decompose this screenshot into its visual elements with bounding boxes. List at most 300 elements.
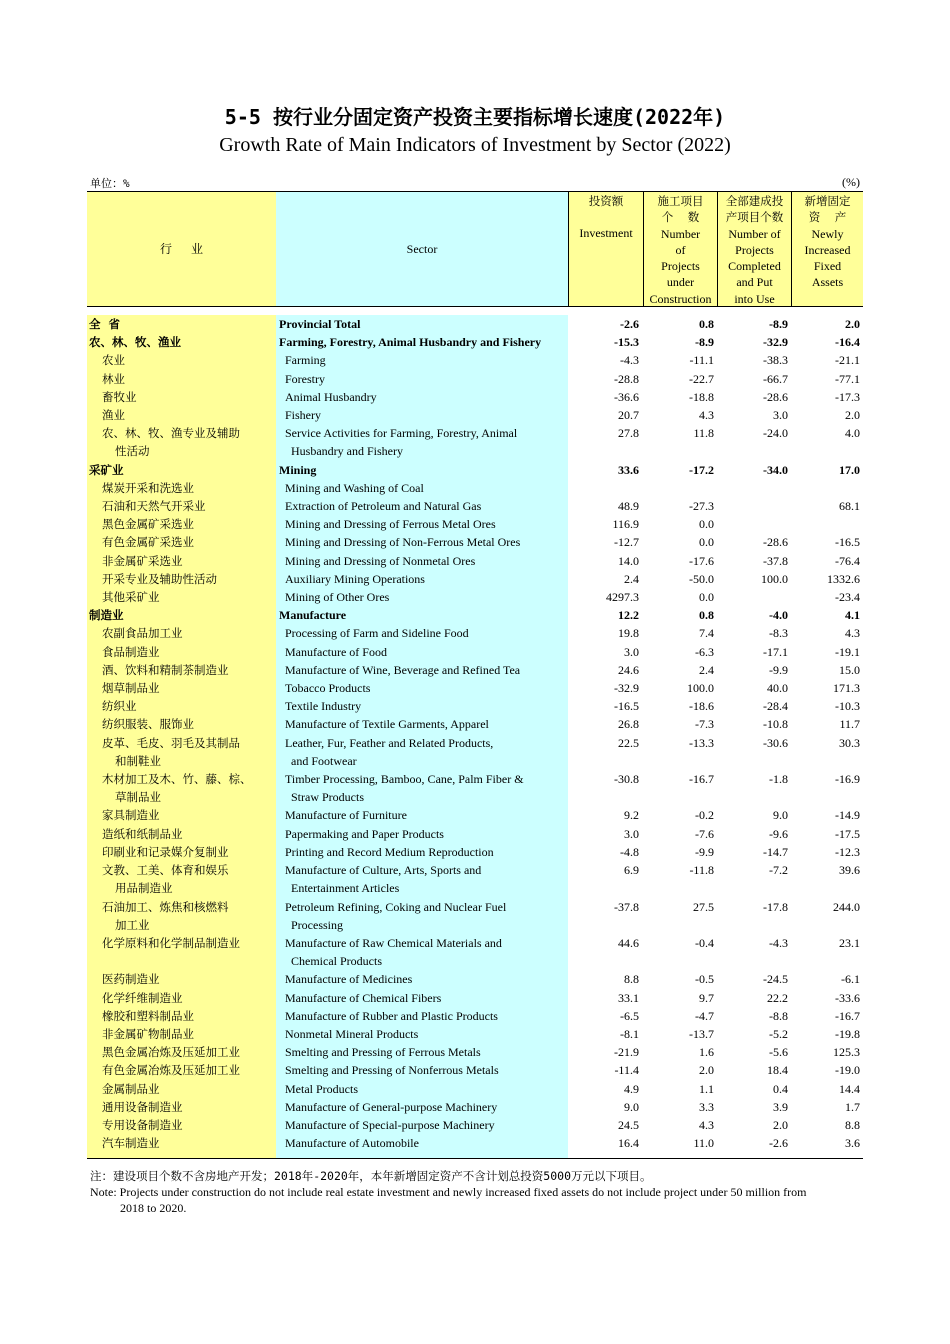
row-new-fixed-assets: 2.0 — [845, 408, 860, 423]
header-c2-en-3: Projects — [661, 259, 700, 274]
table-row — [87, 424, 863, 460]
row-investment: 33.1 — [618, 990, 639, 1005]
row-investment: -32.9 — [614, 681, 639, 696]
row-sector-cn — [87, 333, 276, 351]
row-sector-en — [276, 1134, 568, 1152]
row-sector-cn — [87, 1098, 276, 1116]
row-sector-en-text: Provincial Total — [279, 317, 361, 331]
row-sector-cn-text-cont: 性活动 — [115, 444, 150, 459]
row-sector-en — [276, 825, 568, 843]
row-sector-cn — [87, 515, 276, 533]
row-under-construction: 11.0 — [693, 1136, 714, 1151]
row-sector-cn — [87, 898, 276, 934]
row-sector-cn — [87, 806, 276, 824]
row-sector-en-text: Mining and Dressing of Non-Ferrous Metal Ores — [285, 535, 521, 550]
row-sector-cn-text: 汽车制造业 — [102, 1136, 160, 1151]
row-sector-en-text: Nonmetal Mineral Products — [285, 1026, 419, 1041]
table-row — [87, 1007, 863, 1025]
row-investment: 44.6 — [618, 935, 639, 950]
row-completed: -4.3 — [769, 935, 788, 950]
row-sector-cn-text: 橡胶和塑料制品业 — [102, 1008, 194, 1023]
row-sector-cn-text: 烟草制品业 — [102, 681, 160, 696]
row-sector-en-text: Manufacture of Special-purpose Machinery — [285, 1117, 495, 1132]
row-sector-en-text: Petroleum Refining, Coking and Nuclear Fuel — [285, 899, 507, 914]
row-under-construction: -9.9 — [695, 844, 714, 859]
row-new-fixed-assets: -16.4 — [835, 335, 860, 350]
row-under-construction: 100.0 — [687, 681, 714, 696]
row-new-fixed-assets: -14.9 — [835, 808, 860, 823]
row-sector-cn-text: 非金属矿物制品业 — [102, 1026, 194, 1041]
pad-en — [276, 1152, 568, 1158]
row-sector-cn-text: 金属制品业 — [102, 1081, 160, 1096]
row-under-construction: 1.1 — [699, 1081, 714, 1096]
row-new-fixed-assets: 3.6 — [845, 1136, 860, 1151]
row-sector-cn-text: 造纸和纸制品业 — [102, 826, 183, 841]
table-row — [87, 406, 863, 424]
row-investment: -28.8 — [614, 371, 639, 386]
row-sector-cn — [87, 588, 276, 606]
row-new-fixed-assets — [791, 479, 863, 497]
row-sector-cn — [87, 315, 276, 333]
table-row — [87, 370, 863, 388]
row-sector-cn-text: 印刷业和记录媒介复制业 — [102, 844, 229, 859]
table-row — [87, 989, 863, 1007]
row-sector-en — [276, 624, 568, 642]
row-completed: -4.0 — [769, 608, 788, 623]
row-sector-en — [276, 770, 568, 806]
table-row — [87, 806, 863, 824]
row-completed: -9.9 — [769, 662, 788, 677]
row-completed: -9.6 — [769, 826, 788, 841]
row-sector-cn — [87, 624, 276, 642]
row-new-fixed-assets: -17.5 — [835, 826, 860, 841]
row-sector-cn — [87, 1007, 276, 1025]
row-completed: -17.8 — [763, 899, 788, 914]
row-sector-cn — [87, 1116, 276, 1134]
row-completed: 3.0 — [773, 408, 788, 423]
row-sector-en-text: Forestry — [285, 371, 325, 386]
row-sector-cn — [87, 770, 276, 806]
row-sector-en — [276, 351, 568, 369]
row-completed: -37.8 — [763, 553, 788, 568]
row-sector-en-text: Smelting and Pressing of Ferrous Metals — [285, 1045, 481, 1060]
row-investment: -4.3 — [620, 353, 639, 368]
row-sector-en — [276, 697, 568, 715]
row-completed: -8.9 — [769, 317, 788, 331]
row-investment: 9.0 — [624, 1099, 639, 1114]
row-sector-en — [276, 715, 568, 733]
header-c4-cn-1: 新增固定 — [804, 194, 851, 208]
row-investment: -21.9 — [614, 1045, 639, 1060]
table-header — [87, 192, 863, 307]
row-sector-en-text: Mining and Dressing of Nonmetal Ores — [285, 553, 476, 568]
row-new-fixed-assets: 244.0 — [833, 899, 860, 914]
row-completed: -8.3 — [769, 626, 788, 641]
row-new-fixed-assets: -19.0 — [835, 1063, 860, 1078]
row-sector-en — [276, 515, 568, 533]
header-c3-en-1: Number of — [728, 226, 781, 241]
header-c3-en-3: Completed — [728, 259, 781, 274]
row-sector-en — [276, 1080, 568, 1098]
row-investment: 19.8 — [618, 626, 639, 641]
row-completed: -38.3 — [763, 353, 788, 368]
header-c3-en-2: Projects — [735, 242, 774, 257]
row-under-construction: 7.4 — [699, 626, 714, 641]
header-c3-en-4: and Put — [736, 275, 773, 290]
table-row — [87, 679, 863, 697]
row-sector-en — [276, 479, 568, 497]
row-sector-en-text: Mining and Dressing of Ferrous Metal Ores — [285, 517, 496, 532]
row-investment: 2.4 — [624, 571, 639, 586]
row-sector-en — [276, 679, 568, 697]
table-row — [87, 643, 863, 661]
row-sector-en-text: Manufacture of Rubber and Plastic Products — [285, 1008, 498, 1023]
header-c4-en-2: Increased — [804, 242, 851, 257]
row-sector-en-text-cont: Entertainment Articles — [291, 881, 400, 896]
row-new-fixed-assets: 30.3 — [839, 735, 860, 750]
row-investment: 3.0 — [624, 826, 639, 841]
row-new-fixed-assets: -16.9 — [835, 772, 860, 787]
row-sector-en-text: Timber Processing, Bamboo, Cane, Palm Fiber & — [285, 772, 524, 787]
row-under-construction: 0.8 — [699, 608, 714, 623]
row-completed: -10.8 — [763, 717, 788, 732]
row-sector-en — [276, 1116, 568, 1134]
row-new-fixed-assets: -23.4 — [835, 590, 860, 605]
row-sector-cn — [87, 970, 276, 988]
row-investment: 22.5 — [618, 735, 639, 750]
row-sector-en-text: Auxiliary Mining Operations — [285, 571, 425, 586]
row-sector-en-text-cont: Straw Products — [291, 790, 364, 805]
row-investment: -12.7 — [614, 535, 639, 550]
row-sector-en — [276, 406, 568, 424]
table-row — [87, 351, 863, 369]
table-row — [87, 1116, 863, 1134]
row-sector-cn-text: 畜牧业 — [102, 389, 137, 404]
row-sector-cn-text: 渔业 — [102, 408, 125, 423]
row-investment: 16.4 — [618, 1136, 639, 1151]
row-sector-en — [276, 424, 568, 460]
row-sector-en — [276, 333, 568, 351]
row-new-fixed-assets: -16.7 — [835, 1008, 860, 1023]
row-investment: 14.0 — [618, 553, 639, 568]
row-completed: 3.9 — [773, 1099, 788, 1114]
row-sector-en — [276, 588, 568, 606]
unit-percent: (%) — [842, 175, 860, 189]
row-sector-en — [276, 934, 568, 970]
row-sector-cn-text: 全 省 — [89, 317, 121, 331]
note-en — [90, 1184, 865, 1216]
header-c2-en-1: Number — [660, 226, 701, 241]
page-title-en: Growth Rate of Main Indicators of Investment by Sector (2022) — [219, 134, 731, 156]
table-row — [87, 861, 863, 897]
row-under-construction: -27.3 — [689, 499, 714, 514]
row-investment: 12.2 — [618, 608, 639, 623]
row-completed: 100.0 — [761, 571, 788, 586]
row-sector-en — [276, 643, 568, 661]
row-new-fixed-assets: 1.7 — [845, 1099, 860, 1114]
row-sector-cn — [87, 351, 276, 369]
row-completed: 18.4 — [767, 1063, 788, 1078]
row-investment: 33.6 — [618, 462, 639, 477]
row-sector-cn-text: 通用设备制造业 — [102, 1099, 183, 1114]
row-sector-cn — [87, 497, 276, 515]
row-sector-cn — [87, 734, 276, 770]
header-under-construction — [643, 192, 717, 306]
row-under-construction: -0.4 — [695, 935, 714, 950]
row-investment: 20.7 — [618, 408, 639, 423]
table-row — [87, 1043, 863, 1061]
row-sector-en-text: Smelting and Pressing of Nonferrous Metals — [285, 1063, 499, 1078]
row-sector-en-text-cont: and Footwear — [291, 753, 357, 768]
header-c4-en-4: Assets — [811, 275, 844, 290]
table-row — [87, 479, 863, 497]
row-sector-cn-text: 非金属矿采选业 — [102, 553, 183, 568]
row-sector-en-text: Manufacture of Medicines — [285, 972, 413, 987]
row-sector-cn — [87, 1134, 276, 1152]
row-new-fixed-assets: 39.6 — [839, 863, 860, 878]
row-completed: 40.0 — [767, 681, 788, 696]
row-under-construction: 0.0 — [699, 535, 714, 550]
table-row — [87, 388, 863, 406]
row-sector-cn — [87, 1043, 276, 1061]
row-sector-en-text: Papermaking and Paper Products — [285, 826, 444, 841]
header-c3-cn-1: 全部建成投 — [725, 194, 784, 208]
row-new-fixed-assets: -6.1 — [841, 972, 860, 987]
row-sector-en-text: Mining — [279, 462, 317, 477]
row-sector-en-text: Manufacture of Wine, Beverage and Refined Tea — [285, 662, 521, 677]
row-under-construction: -13.3 — [689, 735, 714, 750]
row-completed: -28.6 — [763, 535, 788, 550]
row-new-fixed-assets: -19.8 — [835, 1026, 860, 1041]
row-sector-cn-text: 农副食品加工业 — [102, 626, 183, 641]
row-sector-cn — [87, 370, 276, 388]
table-row — [87, 715, 863, 733]
row-sector-en — [276, 315, 568, 333]
row-investment: -2.6 — [620, 317, 639, 331]
row-new-fixed-assets: 125.3 — [833, 1045, 860, 1060]
row-sector-cn — [87, 1025, 276, 1043]
row-under-construction: -8.9 — [695, 335, 714, 350]
row-sector-cn-text: 开采专业及辅助性活动 — [102, 571, 217, 586]
row-investment: -6.5 — [620, 1008, 639, 1023]
row-sector-cn-text: 制造业 — [89, 608, 124, 623]
row-sector-cn-text: 林业 — [102, 371, 125, 386]
row-investment: -8.1 — [620, 1026, 639, 1041]
row-sector-cn-text: 采矿业 — [89, 462, 124, 477]
header-c4-en-3: Fixed — [813, 259, 842, 274]
row-sector-en — [276, 552, 568, 570]
row-sector-cn — [87, 1061, 276, 1079]
row-new-fixed-assets: 4.3 — [845, 626, 860, 641]
row-sector-cn-text: 食品制造业 — [102, 644, 160, 659]
row-completed — [717, 479, 791, 497]
row-sector-en — [276, 989, 568, 1007]
row-new-fixed-assets: -77.1 — [835, 371, 860, 386]
row-investment: 6.9 — [624, 863, 639, 878]
row-investment: 48.9 — [618, 499, 639, 514]
row-under-construction: -6.3 — [695, 644, 714, 659]
table-row — [87, 307, 863, 333]
row-new-fixed-assets: 23.1 — [839, 935, 860, 950]
header-c2-cn-1: 施工项目 — [657, 194, 704, 208]
row-sector-en — [276, 970, 568, 988]
row-investment: 8.8 — [624, 972, 639, 987]
row-sector-en — [276, 1061, 568, 1079]
header-c3-cn-2: 产项目个数 — [725, 210, 784, 225]
table-row — [87, 1134, 863, 1152]
row-sector-cn-text: 文教、工美、体育和娱乐 — [102, 863, 229, 878]
table-row — [87, 1025, 863, 1043]
row-sector-en — [276, 388, 568, 406]
row-under-construction: -16.7 — [689, 772, 714, 787]
row-completed — [717, 515, 791, 533]
row-sector-cn-text: 有色金属矿采选业 — [102, 535, 194, 550]
row-sector-en-text: Processing of Farm and Sideline Food — [285, 626, 469, 641]
data-table — [87, 191, 863, 1159]
row-investment: -15.3 — [614, 335, 639, 350]
row-new-fixed-assets: 68.1 — [839, 499, 860, 514]
row-completed — [717, 588, 791, 606]
row-new-fixed-assets: 4.0 — [845, 426, 860, 441]
note-en-line-2: 2018 to 2020. — [120, 1201, 187, 1215]
row-sector-cn — [87, 679, 276, 697]
row-sector-en — [276, 370, 568, 388]
header-investment — [568, 192, 643, 306]
row-new-fixed-assets: -19.1 — [835, 644, 860, 659]
header-c2-cn-2: 个 数 — [661, 210, 700, 225]
row-under-construction: -18.6 — [689, 699, 714, 714]
row-completed: 0.4 — [773, 1081, 788, 1096]
header-new-fixed-assets — [791, 192, 863, 306]
row-sector-en — [276, 461, 568, 479]
row-new-fixed-assets: 1332.6 — [827, 571, 860, 586]
row-sector-cn-text: 农、林、牧、渔专业及辅助 — [102, 426, 240, 441]
header-c4-cn-2: 资 产 — [808, 210, 847, 225]
header-sector-cn: 行 业 — [87, 192, 276, 306]
page-title-cn: 5-5 按行业分固定资产投资主要指标增长速度(2022年) — [224, 105, 726, 129]
table-bottom-pad — [87, 1152, 863, 1158]
row-investment: -11.4 — [614, 1063, 639, 1078]
row-sector-en-text: Mining of Other Ores — [285, 590, 390, 605]
row-under-construction: 27.5 — [693, 899, 714, 914]
row-investment: -16.5 — [614, 699, 639, 714]
header-sector-en: Sector — [276, 192, 568, 306]
row-investment — [568, 479, 643, 497]
row-sector-en-text: Metal Products — [285, 1081, 358, 1096]
row-sector-en-text: Fishery — [285, 408, 321, 423]
table-row — [87, 843, 863, 861]
row-sector-cn-text: 农、林、牧、渔业 — [89, 335, 181, 350]
row-sector-cn — [87, 861, 276, 897]
row-sector-cn-text: 有色金属冶炼及压延加工业 — [102, 1063, 240, 1078]
table-row — [87, 697, 863, 715]
row-sector-cn-text: 纺织业 — [102, 699, 137, 714]
row-new-fixed-assets: 14.4 — [839, 1081, 860, 1096]
row-completed: -24.5 — [763, 972, 788, 987]
row-sector-en — [276, 861, 568, 897]
row-new-fixed-assets: 2.0 — [845, 317, 860, 331]
row-sector-cn — [87, 934, 276, 970]
table-row — [87, 588, 863, 606]
note-cn: 注：建设项目个数不含房地产开发；2018年-2020年，本年新增固定资产不含计划总投资5000万元以下项目。 — [90, 1169, 652, 1183]
row-investment: -30.8 — [614, 772, 639, 787]
row-sector-cn-text: 煤炭开采和洗选业 — [102, 480, 194, 495]
row-investment: 24.5 — [618, 1117, 639, 1132]
header-c2-en-5: Construction — [649, 291, 712, 306]
row-new-fixed-assets: -10.3 — [835, 699, 860, 714]
row-under-construction: 2.4 — [699, 662, 714, 677]
row-under-construction: -0.2 — [695, 808, 714, 823]
row-completed: -14.7 — [763, 844, 788, 859]
table-row — [87, 970, 863, 988]
row-completed: -66.7 — [763, 371, 788, 386]
row-under-construction: -4.7 — [695, 1008, 714, 1023]
row-sector-en — [276, 1098, 568, 1116]
pad-cn — [87, 1152, 276, 1158]
row-completed: -34.0 — [763, 462, 788, 477]
row-under-construction: 9.7 — [699, 990, 714, 1005]
table-row — [87, 1061, 863, 1079]
row-sector-en-text-cont: Processing — [291, 917, 343, 932]
row-sector-en — [276, 1007, 568, 1025]
row-under-construction: 1.6 — [699, 1045, 714, 1060]
table-row — [87, 606, 863, 624]
row-sector-cn-text: 农业 — [102, 353, 125, 368]
row-completed: -24.0 — [763, 426, 788, 441]
row-sector-en-text: Manufacture of Textile Garments, Apparel — [285, 717, 489, 732]
row-investment: 24.6 — [618, 662, 639, 677]
row-completed: -8.8 — [769, 1008, 788, 1023]
row-sector-cn — [87, 570, 276, 588]
row-sector-cn-text: 医药制造业 — [102, 972, 160, 987]
row-new-fixed-assets: -12.3 — [835, 844, 860, 859]
row-new-fixed-assets: 8.8 — [845, 1117, 860, 1132]
row-sector-en — [276, 734, 568, 770]
row-sector-cn — [87, 479, 276, 497]
row-sector-cn-text-cont: 草制品业 — [115, 790, 161, 805]
row-sector-cn — [87, 606, 276, 624]
row-sector-cn-text: 化学纤维制造业 — [102, 990, 183, 1005]
row-completed: 2.0 — [773, 1117, 788, 1132]
row-sector-cn-text: 黑色金属矿采选业 — [102, 517, 194, 532]
row-sector-en-text: Textile Industry — [285, 699, 362, 714]
row-completed: -28.4 — [763, 699, 788, 714]
row-sector-en — [276, 843, 568, 861]
row-sector-cn-text: 石油和天然气开采业 — [102, 499, 206, 514]
row-sector-cn — [87, 643, 276, 661]
header-c2-en-4: under — [666, 275, 695, 290]
row-investment: -4.8 — [620, 844, 639, 859]
row-new-fixed-assets: 17.0 — [839, 462, 860, 477]
row-under-construction: 0.0 — [699, 590, 714, 605]
row-under-construction: 4.3 — [699, 1117, 714, 1132]
table-row — [87, 770, 863, 806]
row-sector-cn-text: 皮革、毛皮、羽毛及其制品 — [102, 735, 240, 750]
table-row — [87, 661, 863, 679]
row-new-fixed-assets: -76.4 — [835, 553, 860, 568]
table-row — [87, 624, 863, 642]
row-under-construction: 0.0 — [699, 517, 714, 532]
row-under-construction: -17.2 — [689, 462, 714, 477]
row-sector-cn-text: 化学原料和化学制品制造业 — [102, 935, 240, 950]
row-sector-en-text: Manufacture of Furniture — [285, 808, 407, 823]
unit-label: 单位：% — [90, 177, 130, 190]
row-completed: -5.6 — [769, 1045, 788, 1060]
row-sector-cn-text: 酒、饮料和精制茶制造业 — [102, 662, 229, 677]
table-body — [87, 307, 863, 1158]
row-investment: 116.9 — [612, 517, 639, 532]
row-new-fixed-assets: 4.1 — [845, 608, 860, 623]
